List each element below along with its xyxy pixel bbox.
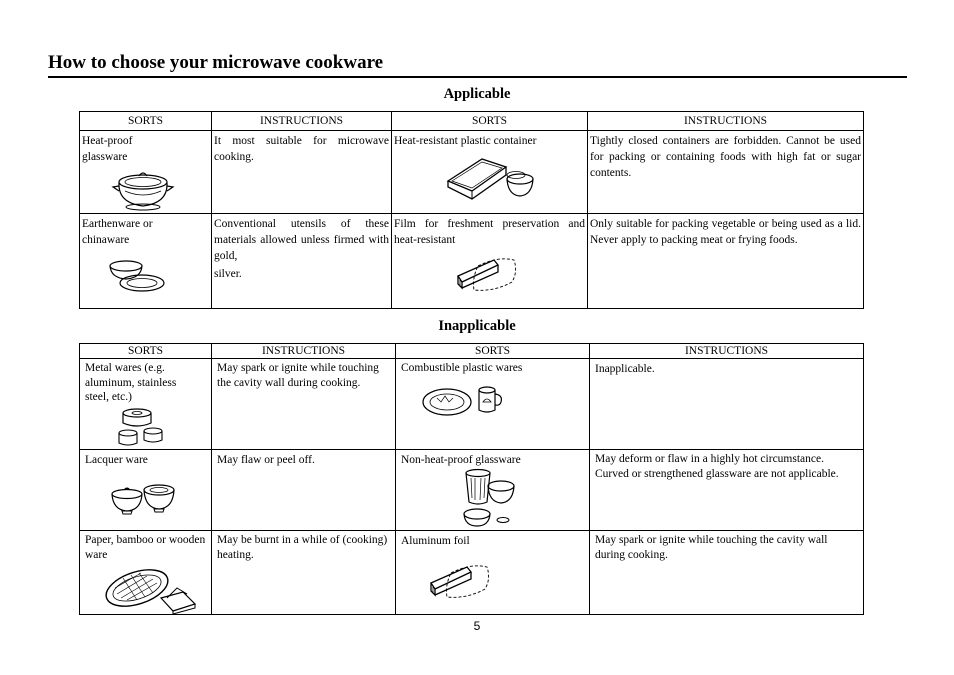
column-header-sorts: SORTS xyxy=(392,112,588,131)
instruction-cell xyxy=(212,214,392,309)
sort-label: Lacquer ware xyxy=(85,454,148,466)
sort-label: Film for freshment preservation and heat-resistant xyxy=(394,218,585,246)
column-header-instructions: INSTRUCTIONS xyxy=(212,344,396,359)
lacquer-bowls-icon xyxy=(107,480,179,520)
instruction-text: May spark or ignite while touching the cavity wall during cooking. xyxy=(217,362,379,389)
glass-casserole-icon xyxy=(110,169,176,211)
instruction-cell xyxy=(212,450,396,531)
table-row xyxy=(80,450,864,531)
instruction-text: May deform or flaw in a highly hot circumstance. Curved or strengthened glassware are not applicable. xyxy=(595,453,839,480)
table-header-row xyxy=(80,112,864,131)
sort-label: Heat-proof glassware xyxy=(82,135,133,163)
column-header-instructions: INSTRUCTIONS xyxy=(590,344,864,359)
sort-label: Combustible plastic wares xyxy=(401,362,523,374)
instruction-cell xyxy=(590,359,864,450)
instruction-cell xyxy=(212,131,392,214)
sort-label: Paper, bamboo or wooden ware xyxy=(85,534,206,561)
metal-cookware-icon xyxy=(115,407,171,449)
column-header-instructions: INSTRUCTIONS xyxy=(212,112,392,131)
column-header-sorts: SORTS xyxy=(80,112,212,131)
page-title: How to choose your microwave cookware xyxy=(48,52,384,73)
column-header-instructions: INSTRUCTIONS xyxy=(588,112,864,131)
instruction-text: It most suitable for microwave cooking. xyxy=(214,135,389,163)
title-divider xyxy=(48,76,907,78)
instruction-text: May be burnt in a while of (cooking) heating. xyxy=(217,534,388,561)
instruction-text: Tightly closed containers are forbidden. Cannot be used for packing or containing foods with high fat or sugar contents. xyxy=(590,135,861,179)
sort-cell xyxy=(392,214,588,309)
instruction-cell xyxy=(590,450,864,531)
sort-label: Aluminum foil xyxy=(401,535,470,547)
column-header-sorts: SORTS xyxy=(396,344,590,359)
sort-label: Heat-resistant plastic container xyxy=(394,135,537,147)
sort-cell xyxy=(396,359,590,450)
sort-cell xyxy=(80,531,212,615)
bamboo-basket-icon xyxy=(101,564,201,614)
table-row xyxy=(80,214,864,309)
page-number: 5 xyxy=(473,619,481,633)
instruction-text: silver. xyxy=(214,268,242,280)
sort-cell xyxy=(80,450,212,531)
applicable-heading: Applicable xyxy=(443,86,511,102)
instruction-cell xyxy=(590,531,864,615)
sort-cell xyxy=(80,131,212,214)
wrap-film-roll-icon xyxy=(454,252,520,294)
instruction-cell xyxy=(212,359,396,450)
sort-label: Metal wares (e.g. aluminum, stainless steel, etc.) xyxy=(85,362,177,403)
sort-cell xyxy=(392,131,588,214)
applicable-table xyxy=(79,111,864,309)
table-row xyxy=(80,131,864,214)
sort-label: Earthenware or chinaware xyxy=(82,218,153,246)
plastic-plate-mug-icon xyxy=(421,382,507,418)
sort-cell xyxy=(80,359,212,450)
table-row xyxy=(80,531,864,615)
instruction-text: May spark or ignite while touching the cavity wall during cooking. xyxy=(595,534,828,561)
instruction-cell xyxy=(588,131,864,214)
glass-tumbler-bowl-icon xyxy=(461,468,519,528)
table-header-row xyxy=(80,344,864,359)
sort-cell xyxy=(396,450,590,531)
foil-roll-icon xyxy=(427,559,493,601)
inapplicable-table xyxy=(79,343,864,615)
china-bowl-plate-icon xyxy=(106,258,166,294)
sort-label: Non-heat-proof glassware xyxy=(401,454,521,466)
table-row xyxy=(80,359,864,450)
instruction-cell xyxy=(212,531,396,615)
plastic-container-icon xyxy=(442,153,538,203)
sort-cell xyxy=(80,214,212,309)
inapplicable-heading: Inapplicable xyxy=(438,318,516,334)
instruction-cell xyxy=(588,214,864,309)
instruction-text: Inapplicable. xyxy=(595,363,655,375)
column-header-sorts: SORTS xyxy=(80,344,212,359)
instruction-text: May flaw or peel off. xyxy=(217,454,315,466)
instruction-text: Only suitable for packing vegetable or being used as a lid. Never apply to packing meat or frying foods. xyxy=(590,218,861,246)
sort-cell xyxy=(396,531,590,615)
instruction-text: Conventional utensils of these materials allowed unless firmed with gold, xyxy=(214,218,389,262)
